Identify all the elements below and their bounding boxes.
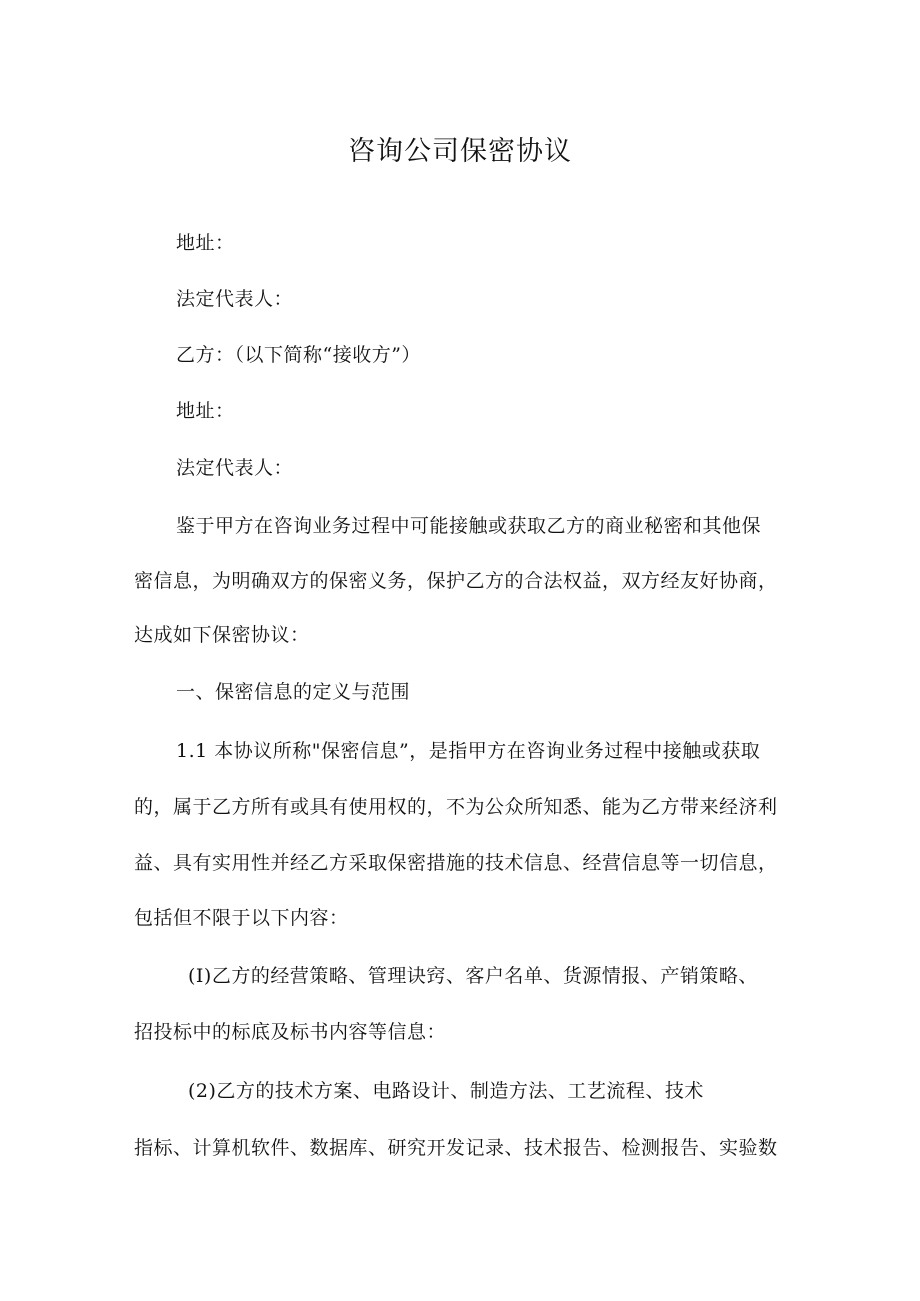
preamble-line-1: 鉴于甲方在咨询业务过程中可能接触或获取乙方的商业秘密和其他保	[176, 515, 762, 537]
section-heading-1: 一、保密信息的定义与范围	[176, 681, 411, 703]
item-2-line-1: (2)乙方的技术方案、电路设计、制造方法、工艺流程、技术	[188, 1080, 704, 1102]
party-a-representative-line: 法定代表人：	[176, 288, 294, 310]
item-1-line-1: (I)乙方的经营策略、管理诀窍、客户名单、货源情报、产销策略、	[188, 965, 758, 987]
clause-1-1-line-1: 1.1 本协议所称"保密信息”，是指甲方在咨询业务过程中接触或获取	[176, 740, 761, 762]
item-2-line-2: 指标、计算机软件、数据库、研究开发记录、技术报告、检测报告、实验数	[134, 1137, 778, 1159]
preamble-line-3: 达成如下保密协议：	[134, 624, 310, 646]
party-b-line: 乙方：（以下简称“接收方”）	[176, 344, 421, 366]
party-b-representative-line: 法定代表人：	[176, 457, 294, 479]
clause-1-1-line-4: 包括但不限于以下内容：	[134, 907, 349, 929]
preamble-line-2: 密信息，为明确双方的保密义务，保护乙方的合法权益，双方经友好协商，	[134, 570, 778, 592]
party-a-address-line: 地址：	[176, 232, 235, 254]
party-b-address-line: 地址：	[176, 400, 235, 422]
item-1-line-2: 招投标中的标底及标书内容等信息：	[134, 1021, 447, 1043]
document-title: 咨询公司保密协议	[348, 136, 572, 167]
clause-1-1-line-3: 益、具有实用性并经乙方采取保密措施的技术信息、经营信息等一切信息，	[134, 852, 778, 874]
clause-1-1-line-2: 的，属于乙方所有或具有使用权的，不为公众所知悉、能为乙方带来经济利	[134, 796, 778, 818]
